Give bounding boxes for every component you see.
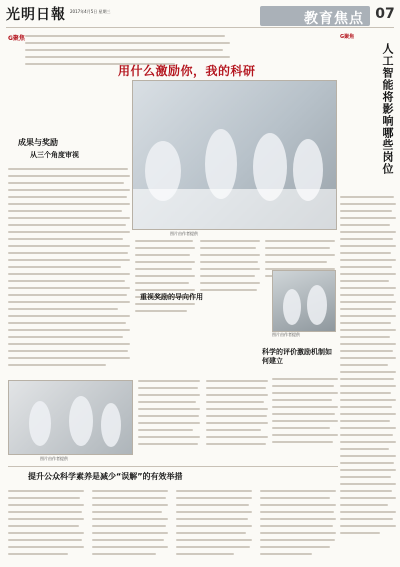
bottom-left-photo-caption: 图片由作者提供	[40, 456, 68, 461]
main-headline: 用什么激励你，我的科研	[118, 64, 256, 78]
left-article-title: 成果与奖励	[18, 138, 58, 147]
bottom-article-title: 提升公众科学素养是减少“误解”的有效举措	[28, 472, 183, 481]
bottom-left-photo	[8, 380, 133, 455]
masthead-title: 光明日報	[6, 7, 66, 23]
main-photo-caption: 图片由作者提供	[170, 231, 198, 236]
middle-article-body	[135, 240, 195, 370]
section-title: 教育焦点	[304, 11, 364, 27]
left-article-body	[8, 168, 130, 378]
tag-top-right: G聚焦	[340, 34, 355, 40]
mid-article-title: 重视奖励的导向作用	[140, 293, 203, 301]
right-article-title: 科学的评价激励机制如何建立	[262, 348, 332, 366]
date-line: 2017年4月5日 星期三	[70, 9, 111, 14]
right-article-body	[272, 378, 338, 458]
page-number: 07	[375, 6, 395, 22]
main-photo	[132, 80, 337, 230]
left-article-subtitle: 从三个角度审视	[30, 151, 79, 159]
section-banner	[260, 6, 370, 26]
tag-top-left: G聚焦	[8, 35, 25, 42]
mid-lower-body	[138, 380, 268, 460]
masthead	[6, 4, 76, 24]
sidebar-right	[340, 33, 396, 193]
sidebar-body	[340, 196, 396, 546]
bottom-divider	[8, 466, 338, 467]
header-rule	[6, 27, 394, 28]
mid-right-photo-caption: 图片由作者提供	[272, 332, 300, 337]
sidebar-headline: 人工智能将影响哪些岗位	[381, 43, 394, 175]
middle-article-body-2	[200, 240, 260, 370]
mid-right-photo	[272, 270, 336, 332]
bottom-article-body	[8, 490, 338, 560]
